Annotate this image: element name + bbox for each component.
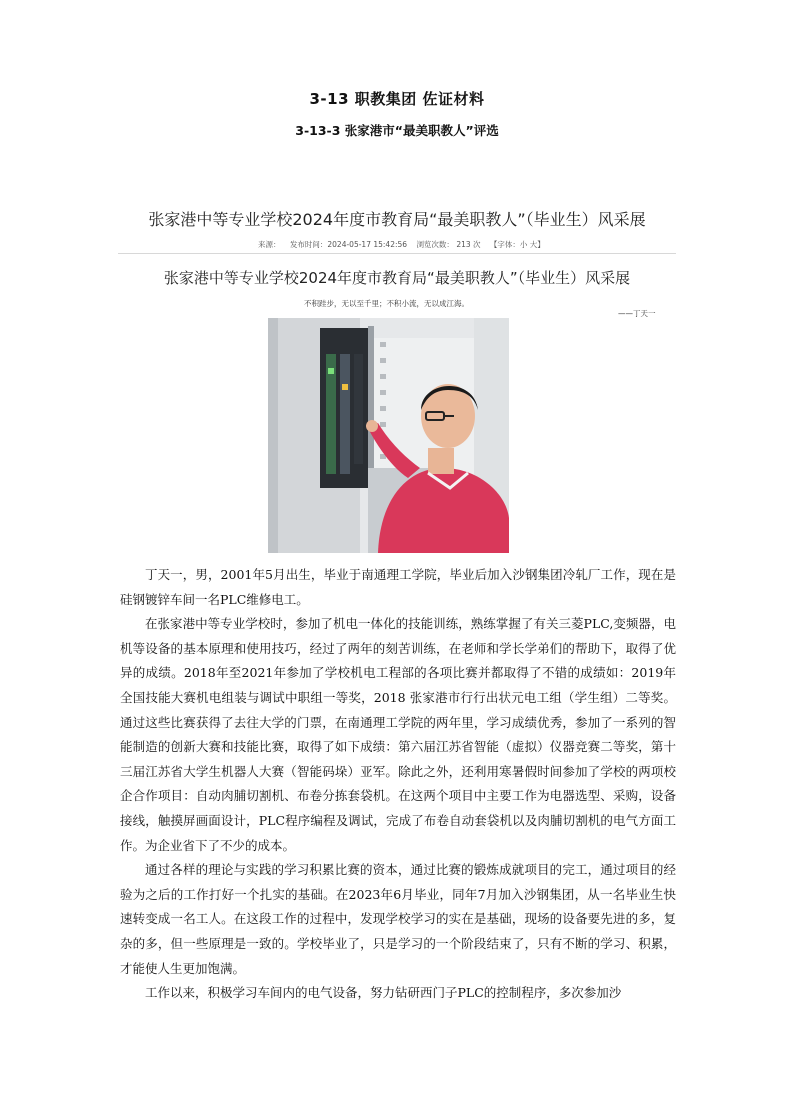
body-paragraph-4: 工作以来，积极学习车间内的电气设备，努力钻研西门子PLC的控制程序，多次参加沙 [145,985,622,1001]
meta-source: 来源： [258,240,281,249]
screenshot-headline: 张家港中等专业学校2024年度市教育局“最美职教人”（毕业生）风采展 [148,210,646,229]
article-body [120,563,676,1006]
article-title: 张家港中等专业学校2024年度市教育局“最美职教人”（毕业生）风采展 [163,269,631,287]
meta-views: 浏览次数： 213 次 [416,240,481,249]
quote-author: ——丁天一 [618,309,656,318]
meta-font-size-toggle[interactable]: 【字体：小 大】 [489,240,545,249]
document-title: 3-13 职教集团 佐证材料 [309,90,485,108]
meta-published: 发布时间：2024-05-17 15:42:56 [289,240,408,249]
divider [118,253,676,254]
body-paragraph-1: 丁天一，男，2001年5月出生，毕业于南通理工学院，毕业后加入沙钢集团冷轧厂工作，现在是硅钢镀锌车间一名PLC维修电工。 [120,567,676,607]
article-screenshot [118,197,676,557]
article-quote: 不积跬步，无以至千里；不积小流，无以成江海。 [304,299,469,308]
document-subtitle: 3-13-3 张家港市“最美职教人”评选 [295,123,499,138]
photo-student-at-electrical-cabinet-icon [268,318,509,553]
article-meta [258,239,552,250]
body-paragraph-2: 在张家港中等专业学校时，参加了机电一体化的技能训练，熟练掌握了有关三菱PLC,变频器，电机等设备的基本原理和使用技巧，经过了两年的刻苦训练，在老师和学长学弟们的帮助下，取得了优异的成绩。2018年至2021年参加了学校机电工程部的各项比赛并都取得了不错的成绩如：2019年全国技能大赛机电组装与调试中职组一等奖，2018 张家港市行行出状元电工组（学生组）二等奖。通过这些比赛获得了去往大学的门票，在南通理工学院的两年里，学习成绩优秀，参加了一系列的智能制造的创新大赛和技能比赛，取得了如下成绩：第六届江苏省智能（虚拟）仪器竞赛二等奖，第十三届江苏省大学生机器人大赛（智能码垛）亚军。除此之外，还利用寒暑假时间参加了学校的两项校企合作项目：自动肉脯切割机、布卷分拣套袋机。在这两个项目中主要工作为电器选型、采购，设备接线，触摸屏画面设计，PLC程序编程及调试，完成了布卷自动套袋机以及肉脯切割机的电气方面工作。为企业省下了不少的成本。 [120,616,676,853]
body-paragraph-3: 通过各样的理论与实践的学习积累比赛的资本，通过比赛的锻炼成就项目的完工，通过项目的经验为之后的工作打好一个扎实的基础。在2023年6月毕业，同年7月加入沙钢集团，从一名毕业生快速转变成一名工人。在这段工作的过程中，发现学校学习的实在是基础，现场的设备要先进的多，复杂的多，但一些原理是一致的。学校毕业了，只是学习的一个阶段结束了，只有不断的学习、积累，才能使人生更加饱满。 [120,862,676,976]
